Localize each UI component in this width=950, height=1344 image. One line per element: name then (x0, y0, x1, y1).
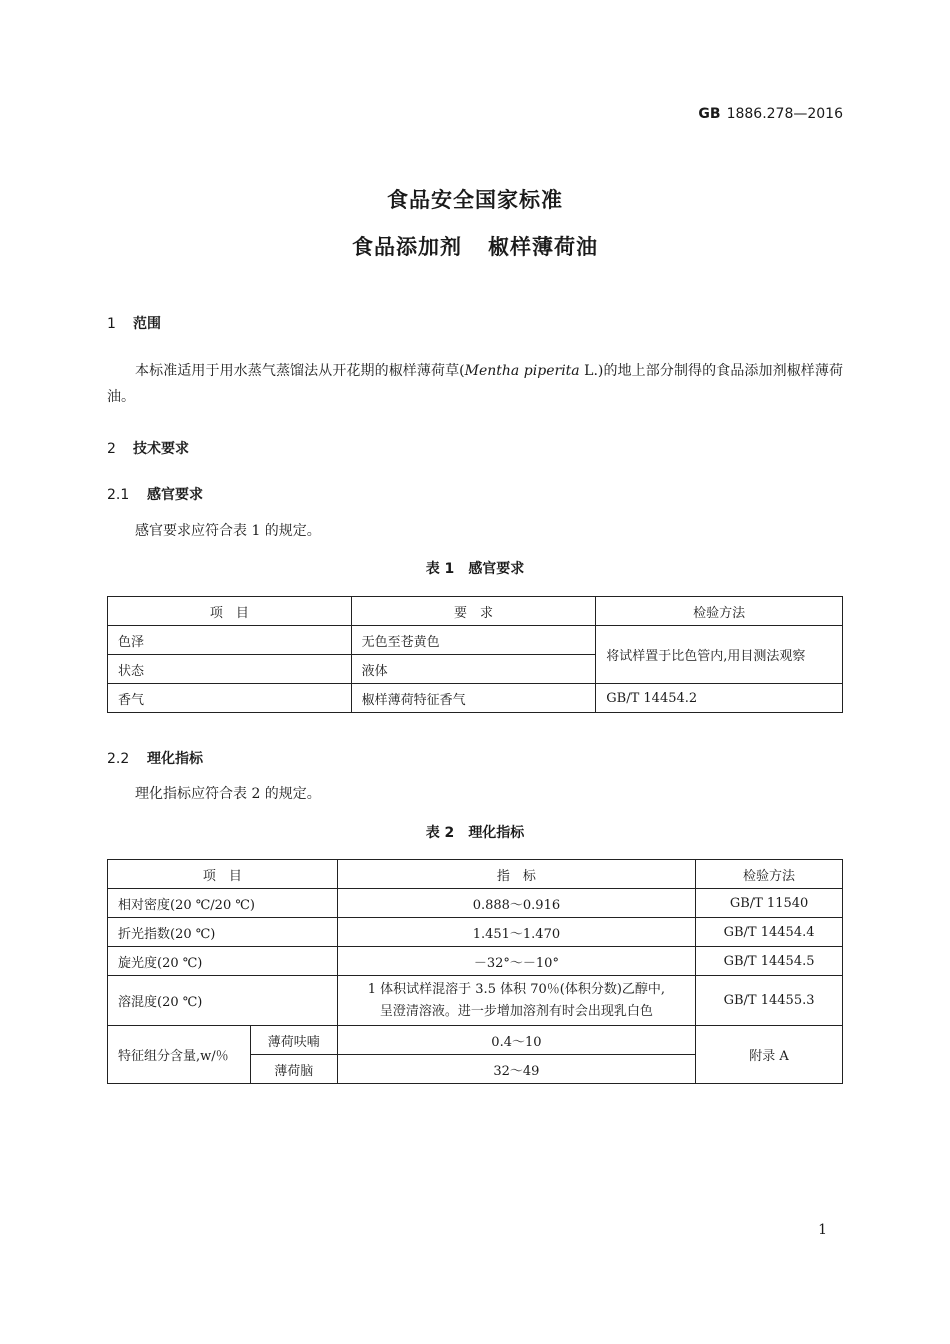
standard-code (698, 106, 843, 122)
cell-item: 折光指数(20 ℃) (108, 918, 338, 947)
section-1-title: 范围 (133, 316, 161, 332)
section-2-heading (107, 438, 189, 458)
cell-item: 状态 (108, 655, 352, 684)
table-2-number: 表 2 (425, 825, 455, 841)
section-2-1-title: 感官要求 (147, 487, 203, 503)
header-method: 检验方法 (696, 860, 843, 889)
table-row (108, 976, 843, 1026)
cell-method-merged: 将试样置于比色管内,用目测法观察 (596, 626, 843, 684)
cell-item: 溶混度(20 ℃) (108, 976, 338, 1026)
cell-requirement: 无色至苍黄色 (351, 626, 596, 655)
table-2-caption (0, 822, 950, 842)
cell-value: 32～49 (337, 1055, 695, 1084)
header-item: 项 目 (108, 597, 352, 626)
table-1-number: 表 1 (425, 561, 455, 577)
cell-item: 相对密度(20 ℃/20 ℃) (108, 889, 338, 918)
section-2-2-title: 理化指标 (147, 751, 203, 767)
table-header-row (108, 597, 843, 626)
section-1-heading (107, 313, 161, 333)
header-requirement: 要 求 (351, 597, 596, 626)
subtitle-product: 椒样薄荷油 (488, 235, 598, 259)
cell-component-name: 薄荷脑 (250, 1055, 337, 1084)
cell-method-merged: 附录 A (696, 1026, 843, 1084)
header-index: 指 标 (337, 860, 695, 889)
section-2-2-paragraph: 理化指标应符合表 2 的规定。 (135, 786, 321, 802)
cell-item: 旋光度(20 ℃) (108, 947, 338, 976)
section-2-2-heading (107, 748, 203, 768)
cell-composition-label: 特征组分含量,w/％ (108, 1026, 251, 1084)
scope-text-end: L.)的地上部分制得的食品添加剂椒样薄荷油。 (107, 363, 843, 405)
subtitle-category: 食品添加剂 (352, 235, 462, 259)
document-subtitle (0, 231, 950, 261)
section-2-2-number: 2.2 (107, 751, 130, 767)
page-number: 1 (818, 1222, 827, 1238)
cell-method: GB/T 14454.2 (596, 684, 843, 713)
cell-value: 0.888～0.916 (337, 889, 695, 918)
cell-item: 香气 (108, 684, 352, 713)
cell-value: 1.451～1.470 (337, 918, 695, 947)
document-title: 食品安全国家标准 (387, 188, 563, 212)
cell-value: 0.4～10 (337, 1026, 695, 1055)
table-row (108, 889, 843, 918)
table-2-title: 理化指标 (468, 825, 525, 841)
cell-item: 色泽 (108, 626, 352, 655)
standard-prefix: GB (698, 106, 721, 122)
section-2-1-number: 2.1 (107, 487, 130, 503)
cell-requirement: 椒样薄荷特征香气 (351, 684, 596, 713)
table-header-row (108, 860, 843, 889)
table-row (108, 626, 843, 655)
section-2-number: 2 (107, 441, 116, 457)
header-method: 检验方法 (596, 597, 843, 626)
table-row (108, 684, 843, 713)
header-item: 项 目 (108, 860, 338, 889)
section-2-title: 技术要求 (133, 441, 189, 457)
section-2-1-paragraph: 感官要求应符合表 1 的规定。 (135, 523, 321, 539)
cell-component-name: 薄荷呋喃 (250, 1026, 337, 1055)
cell-method: GB/T 14455.3 (696, 976, 843, 1026)
miscibility-line-1: 1 体积试样混溶于 3.5 体积 70％(体积分数)乙醇中, (367, 981, 666, 997)
cell-method: GB/T 11540 (696, 889, 843, 918)
section-1-paragraph (107, 358, 843, 410)
sensory-table (107, 596, 843, 713)
cell-value (337, 976, 695, 1026)
table-row (108, 918, 843, 947)
standard-number: 1886.278—2016 (726, 106, 843, 122)
cell-method: GB/T 14454.5 (696, 947, 843, 976)
cell-method: GB/T 14454.4 (696, 918, 843, 947)
table-row (108, 947, 843, 976)
section-1-number: 1 (107, 316, 116, 332)
physicochemical-table (107, 859, 843, 1084)
table-row (108, 1026, 843, 1055)
miscibility-line-2: 呈澄清溶液。进一步增加溶剂有时会出现乳白色 (379, 1003, 653, 1019)
latin-name: Mentha piperita (464, 363, 580, 379)
cell-requirement: 液体 (351, 655, 596, 684)
scope-text-start: 本标准适用于用水蒸气蒸馏法从开花期的椒样薄荷草( (135, 363, 465, 379)
table-1-title: 感官要求 (468, 561, 525, 577)
cell-value: －32°～－10° (337, 947, 695, 976)
section-2-1-heading (107, 484, 203, 504)
table-1-caption (0, 558, 950, 578)
